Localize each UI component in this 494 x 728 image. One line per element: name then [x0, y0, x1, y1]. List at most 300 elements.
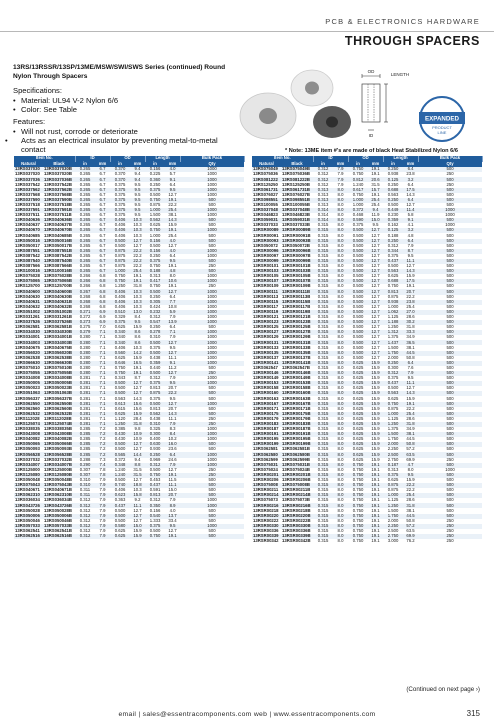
id-in-cell: 0.315 [313, 412, 333, 417]
black-part-no-cell: 13RSR00109B [281, 284, 313, 289]
id-mm-cell: 7.2 [95, 437, 110, 442]
od-in-cell: 0.750 [348, 503, 368, 508]
id-in-cell: 0.312 [313, 172, 333, 177]
bulk-qty-cell: 250 [418, 458, 482, 463]
id-mm-cell: 8.0 [333, 310, 348, 315]
natural-part-no-cell: 13RS062599 [252, 458, 281, 463]
black-part-no-cell: 13RS037511B [43, 213, 75, 218]
natural-part-no-cell: 13RS037562 [14, 188, 43, 193]
od-in-cell: 0.625 [110, 534, 130, 539]
bulk-qty-cell: 500 [418, 305, 482, 310]
bulk-qty-cell: 500 [418, 284, 482, 289]
length-in-cell: 1.250 [383, 422, 403, 427]
length-in-cell: 0.310 [145, 335, 165, 340]
bulk-qty-cell: 500 [418, 345, 482, 350]
id-in-cell: 0.312 [313, 167, 333, 172]
bulk-qty-cell: 500 [418, 427, 482, 432]
length-mm-cell: 50.8 [403, 519, 418, 524]
black-part-no-cell: 13RS037036B [43, 177, 75, 182]
length-mm-cell: 12.7 [165, 289, 180, 294]
length-mm-cell: 17.5 [403, 188, 418, 193]
id-mm-cell: 7.1 [95, 345, 110, 350]
od-mm-cell: 19.1 [368, 483, 383, 488]
id-mm-cell: 8.0 [333, 330, 348, 335]
bulk-qty-cell: 1000 [180, 356, 244, 361]
bulk-qty-cell: 500 [418, 259, 482, 264]
id-mm-cell: 7.1 [95, 391, 110, 396]
black-part-no-cell: 13RS075073B [281, 498, 313, 503]
od-mm-cell: 15.6 [130, 407, 145, 412]
od-in-cell: 0.500 [110, 386, 130, 391]
black-part-no-cell: 13RSR00206B [281, 478, 313, 483]
black-part-no-cell: 13RS087540B [43, 259, 75, 264]
id-in-cell: 0.280 [75, 351, 95, 356]
id-mm-cell: 6.8 [95, 305, 110, 310]
bulk-qty-cell: 500 [180, 198, 244, 203]
id-in-cell: 0.315 [313, 463, 333, 468]
length-mm-header: mm [403, 162, 418, 168]
natural-part-no-cell: 13RSR00201 [252, 473, 281, 478]
length-mm-cell: 23.8 [403, 172, 418, 177]
id-mm-cell: 8.0 [333, 498, 348, 503]
id-in-cell: 0.307 [75, 473, 95, 478]
length-mm-cell: 11.4 [403, 208, 418, 213]
natural-part-no-cell: 13RS066630 [14, 361, 43, 366]
od-in-cell: 0.340 [110, 330, 130, 335]
bulk-qty-cell: 500 [180, 218, 244, 223]
id-in-cell: 0.281 [75, 391, 95, 396]
length-in-cell: 0.325 [145, 427, 165, 432]
id-mm-cell: 8.0 [333, 529, 348, 534]
length-in-cell: 1.500 [383, 345, 403, 350]
natural-part-no-cell: 13RS037030 [14, 167, 43, 172]
length-in-cell: 0.312 [145, 315, 165, 320]
natural-part-no-cell: 13RSR00089 [252, 228, 281, 233]
spacer-table-left-body [14, 167, 244, 539]
id-mm-cell: 8.0 [333, 300, 348, 305]
length-in-cell: 0.930 [145, 447, 165, 452]
id-in-cell: 0.315 [313, 427, 333, 432]
bulk-qty-cell: 500 [180, 478, 244, 483]
black-part-no-cell: 13RSR00201B [281, 473, 313, 478]
black-part-no-cell: 13RS075049B [281, 167, 313, 172]
id-mm-cell: 7.0 [95, 325, 110, 330]
natural-part-no-cell: 13RS037032 [14, 458, 43, 463]
id-mm-cell: 7.1 [95, 366, 110, 371]
length-in-cell: 0.312 [145, 498, 165, 503]
id-in-cell: 0.315 [313, 432, 333, 437]
od-mm-cell: 9.4 [130, 167, 145, 172]
bulk-qty-cell: 500 [180, 396, 244, 401]
length-in-cell: 0.547 [145, 320, 165, 325]
length-in-cell: 2.250 [383, 447, 403, 452]
id-mm-cell: 8.0 [333, 244, 348, 249]
natural-part-no-cell: 13RS034007 [14, 463, 43, 468]
natural-part-no-cell: 13RSR00330 [252, 524, 281, 529]
od-mm-cell: 15.9 [368, 396, 383, 401]
black-part-no-cell: 13RS034003B [43, 340, 75, 345]
length-mm-cell: 4.0 [165, 239, 180, 244]
black-part-no-cell: 13RS062599B [281, 458, 313, 463]
od-in-cell: 0.500 [348, 233, 368, 238]
id-mm-cell: 8.0 [333, 463, 348, 468]
od-mm-cell: 12.7 [368, 274, 383, 279]
length-in-cell: 1.250 [383, 325, 403, 330]
od-mm-cell: 12.7 [368, 264, 383, 269]
natural-part-no-cell: 13RS036034 [14, 498, 43, 503]
od-in-cell: 0.500 [348, 254, 368, 259]
od-in-cell: 0.500 [110, 391, 130, 396]
length-mm-cell: 44.5 [403, 437, 418, 442]
length-mm-cell: 11.2 [165, 366, 180, 371]
id-in-cell: 0.266 [75, 274, 95, 279]
id-mm-cell: 8.0 [333, 289, 348, 294]
od-in-cell: 0.500 [110, 381, 130, 386]
bulk-qty-cell: 500 [418, 300, 482, 305]
length-in-cell: 1.000 [383, 412, 403, 417]
od-in-cell: 0.406 [110, 233, 130, 238]
length-mm-cell: 4.0 [165, 508, 180, 513]
od-mm-cell: 14.4 [130, 452, 145, 457]
length-in-cell: 1.312 [383, 330, 403, 335]
black-part-no-cell: 13RS098551B [281, 198, 313, 203]
id-mm-cell: 7.9 [95, 483, 110, 488]
length-mm-cell: 11.1 [403, 381, 418, 386]
length-mm-cell: 38.1 [403, 345, 418, 350]
length-mm-cell: 24.6 [165, 458, 180, 463]
id-in-cell: 0.312 [75, 519, 95, 524]
od-in-cell: 0.750 [348, 468, 368, 473]
black-part-no-cell: 13RS037542B [43, 182, 75, 187]
id-in-cell: 0.265 [75, 208, 95, 213]
od-in-cell: 0.340 [110, 335, 130, 340]
length-mm-cell: 5.8 [403, 213, 418, 218]
od-mm-cell: 19.1 [130, 366, 145, 371]
black-part-no-cell: 13RS075043B [43, 483, 75, 488]
length-mm-cell: 5.7 [165, 172, 180, 177]
length-mm-cell: 19.1 [165, 264, 180, 269]
black-part-no-cell: 13RS051063B [43, 391, 75, 396]
length-mm-cell: 19.1 [165, 228, 180, 233]
page-header [0, 0, 494, 60]
od-in-cell: 0.625 [348, 412, 368, 417]
id-in-cell: 0.265 [75, 177, 95, 182]
od-mm-cell: 15.9 [368, 427, 383, 432]
length-in-cell: 0.250 [145, 182, 165, 187]
black-part-no-cell: 13RS062538B [43, 356, 75, 361]
od-mm-cell: 12.7 [130, 386, 145, 391]
length-in-cell: 0.350 [145, 503, 165, 508]
length-mm-cell: 15.0 [165, 488, 180, 493]
od-mm-cell: 19.1 [368, 468, 383, 473]
bulk-qty-cell: 1000 [180, 274, 244, 279]
od-mm-cell: 16.5 [130, 361, 145, 366]
bulk-qty-cell: 500 [180, 529, 244, 534]
length-in-cell: 0.813 [145, 493, 165, 498]
black-part-no-cell: 13RSR00220B [281, 514, 313, 519]
length-mm-cell: 20.7 [165, 493, 180, 498]
length-header: Length [145, 156, 180, 162]
black-part-no-cell: 13RSR00175B [281, 412, 313, 417]
bulk-qty-cell: 1000 [180, 213, 244, 218]
od-mm-cell: 10.9 [130, 437, 145, 442]
length-mm-cell: 28.6 [403, 315, 418, 320]
bulk-qty-cell: 500 [418, 289, 482, 294]
black-part-no-cell: 13RS050028B [43, 508, 75, 513]
black-part-no-cell: 13RSR00133B [281, 345, 313, 350]
od-mm-cell: 15.9 [368, 447, 383, 452]
id-mm-cell: 7.8 [95, 473, 110, 478]
bulk-qty-cell: 500 [418, 407, 482, 412]
natural-part-no-cell: 13RS043008 [14, 432, 43, 437]
length-in-cell: 1.500 [383, 508, 403, 513]
id-header: ID [75, 156, 110, 162]
natural-part-no-cell: 13RS037033 [252, 223, 281, 228]
length-mm-cell: 50.8 [403, 356, 418, 361]
id-mm-cell: 7.2 [95, 442, 110, 447]
black-part-no-cell: 13RS050048B [43, 478, 75, 483]
id-in-cell: 0.315 [313, 233, 333, 238]
length-mm-cell: 6.4 [403, 239, 418, 244]
black-part-no-cell: 13RS040675B [43, 345, 75, 350]
id-mm-cell: 6.7 [95, 223, 110, 228]
bulk-qty-cell: 1000 [180, 289, 244, 294]
natural-part-no-cell: 13RS075028 [14, 274, 43, 279]
od-mm-cell: 10.3 [130, 223, 145, 228]
od-mm-cell: 12.7 [368, 345, 383, 350]
bulk-qty-cell: 500 [418, 244, 482, 249]
length-in-cell: 0.417 [145, 279, 165, 284]
length-mm-cell: 6.4 [403, 361, 418, 366]
od-mm-cell: 15.9 [368, 371, 383, 376]
id-mm-cell: 8.0 [333, 193, 348, 198]
length-in-cell: 0.359 [145, 361, 165, 366]
od-mm-cell: 9.8 [130, 427, 145, 432]
feature-item: • Acts as an electrical insulator by preventing metal-to-metal contact [5, 136, 218, 154]
od-in-cell: 0.500 [348, 330, 368, 335]
od-in-cell: 0.500 [348, 274, 368, 279]
black-part-no-cell: 13RSR00115B [281, 300, 313, 305]
id-in-cell: 0.315 [313, 315, 333, 320]
length-in-cell: 0.312 [383, 371, 403, 376]
bulk-qty-cell: 1000 [180, 300, 244, 305]
bulk-qty-cell: 500 [418, 463, 482, 468]
natural-part-no-cell: 13RSR00183 [252, 422, 281, 427]
material-note: * Note: 13ME item #'s are made of black Heat Stabilized Nylon 6/6 [285, 148, 458, 154]
id-in-cell: 0.315 [313, 284, 333, 289]
od-mm-cell: 28.4 [130, 417, 145, 422]
od-mm-cell: 19.1 [368, 488, 383, 493]
od-mm-cell: 19.1 [130, 274, 145, 279]
od-in-cell: 1.240 [110, 468, 130, 473]
item-no-header: Item No. [14, 156, 75, 162]
length-in-cell: 0.500 [383, 203, 403, 208]
black-part-no-cell: 13RS034008B [43, 376, 75, 381]
id-mm-cell: 7.3 [95, 458, 110, 463]
length-in-cell: 0.156 [145, 508, 165, 513]
natural-part-no-cell: 13RS040670 [14, 228, 43, 233]
od-mm-cell: 11.9 [368, 213, 383, 218]
od-in-cell: 0.625 [348, 417, 368, 422]
length-mm-cell: 13.7 [165, 514, 180, 519]
od-mm-cell: 12.7 [130, 391, 145, 396]
od-in-cell: 0.370 [110, 177, 130, 182]
id-mm-cell: 8.0 [333, 351, 348, 356]
length-mm-cell: 20.7 [165, 386, 180, 391]
black-part-no-cell: 13RSR00135B [281, 351, 313, 356]
id-mm-cell: 7.1 [95, 417, 110, 422]
length-in-cell: 1.000 [383, 493, 403, 498]
od-mm-cell: 19.1 [368, 539, 383, 544]
od-mm-cell: 15.7 [368, 188, 383, 193]
id-in-cell: 0.285 [75, 442, 95, 447]
length-in-cell: 2.750 [383, 534, 403, 539]
natural-part-no-cell: 13RSR00336 [252, 529, 281, 534]
page-footer [0, 702, 494, 728]
od-in-cell: 0.370 [110, 167, 130, 172]
black-part-no-cell: 13RSR00113B [281, 295, 313, 300]
natural-part-no-cell: 13RS056337 [14, 396, 43, 401]
od-mm-cell: 9.5 [130, 182, 145, 187]
length-in-cell: 1.750 [383, 514, 403, 519]
id-mm-cell: 8.0 [333, 468, 348, 473]
bulk-qty-cell: 1000 [180, 376, 244, 381]
od-mm-cell: 12.7 [368, 279, 383, 284]
black-part-no-cell: 13RS037032B [43, 458, 75, 463]
od-mm-cell: 12.7 [368, 305, 383, 310]
od-mm-cell: 25.4 [368, 203, 383, 208]
id-mm-cell: 8.0 [333, 259, 348, 264]
id-mm-cell: 8.0 [333, 412, 348, 417]
od-header: OD [348, 156, 383, 162]
length-mm-cell: 12.7 [403, 203, 418, 208]
spacer-table-right-body [252, 167, 482, 544]
badge-line-2: PRODUCT [432, 125, 452, 130]
black-part-no-cell: 13RSR00160B [281, 391, 313, 396]
length-mm-cell: 22.2 [403, 295, 418, 300]
spacer-table-right [252, 156, 483, 544]
bulk-qty-cell: 1000 [180, 437, 244, 442]
natural-part-no-cell: 13RSR00119 [252, 310, 281, 315]
od-mm-cell: 19.1 [368, 172, 383, 177]
id-in-cell: 0.265 [75, 167, 95, 172]
od-in-cell: 0.375 [110, 208, 130, 213]
bulk-qty-cell: 1000 [180, 228, 244, 233]
natural-part-no-cell: 13RS040675 [14, 345, 43, 350]
bulk-qty-cell: 500 [418, 254, 482, 259]
od-mm-cell: 9.5 [130, 213, 145, 218]
bulk-qty-cell: 1000 [180, 208, 244, 213]
length-in-cell: 0.875 [383, 295, 403, 300]
natural-part-no-cell: 13RSR00187 [252, 427, 281, 432]
black-part-no-cell: 13RS075008B [281, 483, 313, 488]
id-mm-cell: 6.7 [95, 208, 110, 213]
bulk-qty-cell: 1000 [180, 452, 244, 457]
od-in-cell: 0.750 [348, 172, 368, 177]
od-mm-cell: 19.1 [368, 503, 383, 508]
bulk-qty-cell: 500 [418, 437, 482, 442]
bulk-qty-cell: 1000 [418, 213, 482, 218]
black-part-no-cell: 13RS076027B [281, 193, 313, 198]
length-mm-cell: 28.6 [403, 498, 418, 503]
black-part-no-cell: 13RSR00222B [281, 519, 313, 524]
id-mm-cell: 7.1 [95, 330, 110, 335]
id-in-cell: 0.315 [313, 402, 333, 407]
natural-part-no-cell: 13RSR00175 [252, 412, 281, 417]
black-part-no-cell: 13RSR00218B [281, 508, 313, 513]
id-in-cell: 0.310 [75, 483, 95, 488]
natural-part-no-cell: 13RS075065 [14, 279, 43, 284]
od-mm-cell: 22.2 [130, 249, 145, 254]
length-in-cell: 0.813 [145, 386, 165, 391]
od-mm-cell: 19.1 [368, 193, 383, 198]
id-in-cell: 0.290 [75, 463, 95, 468]
bulk-qty-cell: 500 [418, 228, 482, 233]
od-in-cell: 0.370 [110, 172, 130, 177]
id-mm-cell: 7.2 [95, 432, 110, 437]
bulk-qty-cell: 1000 [180, 315, 244, 320]
length-in-cell: 0.232 [145, 310, 165, 315]
od-mm-cell: 12.7 [368, 239, 383, 244]
bulk-qty-cell: 1000 [180, 305, 244, 310]
black-part-no-cell: 13RS050016B [43, 239, 75, 244]
id-mm-cell: 8.0 [333, 386, 348, 391]
length-in-cell: 0.875 [383, 483, 403, 488]
od-in-cell: 1.000 [110, 269, 130, 274]
bulk-qty-cell: 500 [418, 386, 482, 391]
id-in-cell: 0.268 [75, 305, 95, 310]
od-mm-cell: 15.8 [130, 493, 145, 498]
od-mm-cell: 22.2 [130, 264, 145, 269]
length-mm-cell: 10.8 [165, 305, 180, 310]
natural-part-no-cell: 13RS038035 [14, 427, 43, 432]
length-in-cell: 1.000 [145, 233, 165, 238]
bulk-qty-cell: 500 [418, 351, 482, 356]
black-part-no-cell: 13RS050005B [43, 381, 75, 386]
item-no-header: Item No. [252, 156, 313, 162]
od-in-cell: 0.875 [110, 264, 130, 269]
od-in-cell: 0.500 [348, 320, 368, 325]
id-mm-cell: 8.0 [333, 427, 348, 432]
od-mm-cell: 12.7 [130, 381, 145, 386]
id-in-cell: 0.315 [313, 244, 333, 249]
od-in-cell: 0.625 [348, 427, 368, 432]
id-in-cell: 0.315 [313, 437, 333, 442]
id-mm-cell: 7.9 [95, 493, 110, 498]
id-in-cell: 0.315 [313, 452, 333, 457]
length-mm-cell: 15.9 [403, 274, 418, 279]
od-mm-cell: 15.9 [130, 325, 145, 330]
od-mm-cell: 12.7 [130, 447, 145, 452]
id-mm-cell: 7.1 [95, 335, 110, 340]
natural-part-no-cell: 13RS034001 [14, 335, 43, 340]
id-mm-cell: 7.9 [333, 177, 348, 182]
id-mm-cell: 8.0 [333, 305, 348, 310]
id-in-cell: 0.315 [313, 524, 333, 529]
bulk-qty-cell: 500 [418, 396, 482, 401]
length-in-cell: 0.438 [145, 417, 165, 422]
id-mm-cell: 7.1 [95, 351, 110, 356]
od-mm-cell: 12.7 [368, 351, 383, 356]
natural-part-no-cell: 13RSR00171 [252, 407, 281, 412]
black-part-no-cell: 13RSR00089B [281, 228, 313, 233]
length-mm-cell: 11.5 [165, 478, 180, 483]
length-in-cell: 0.344 [383, 249, 403, 254]
length-mm-cell: 25.4 [403, 412, 418, 417]
od-mm-cell: 9.4 [130, 177, 145, 182]
od-in-cell: 0.625 [110, 356, 130, 361]
id-in-cell: 0.313 [313, 188, 333, 193]
